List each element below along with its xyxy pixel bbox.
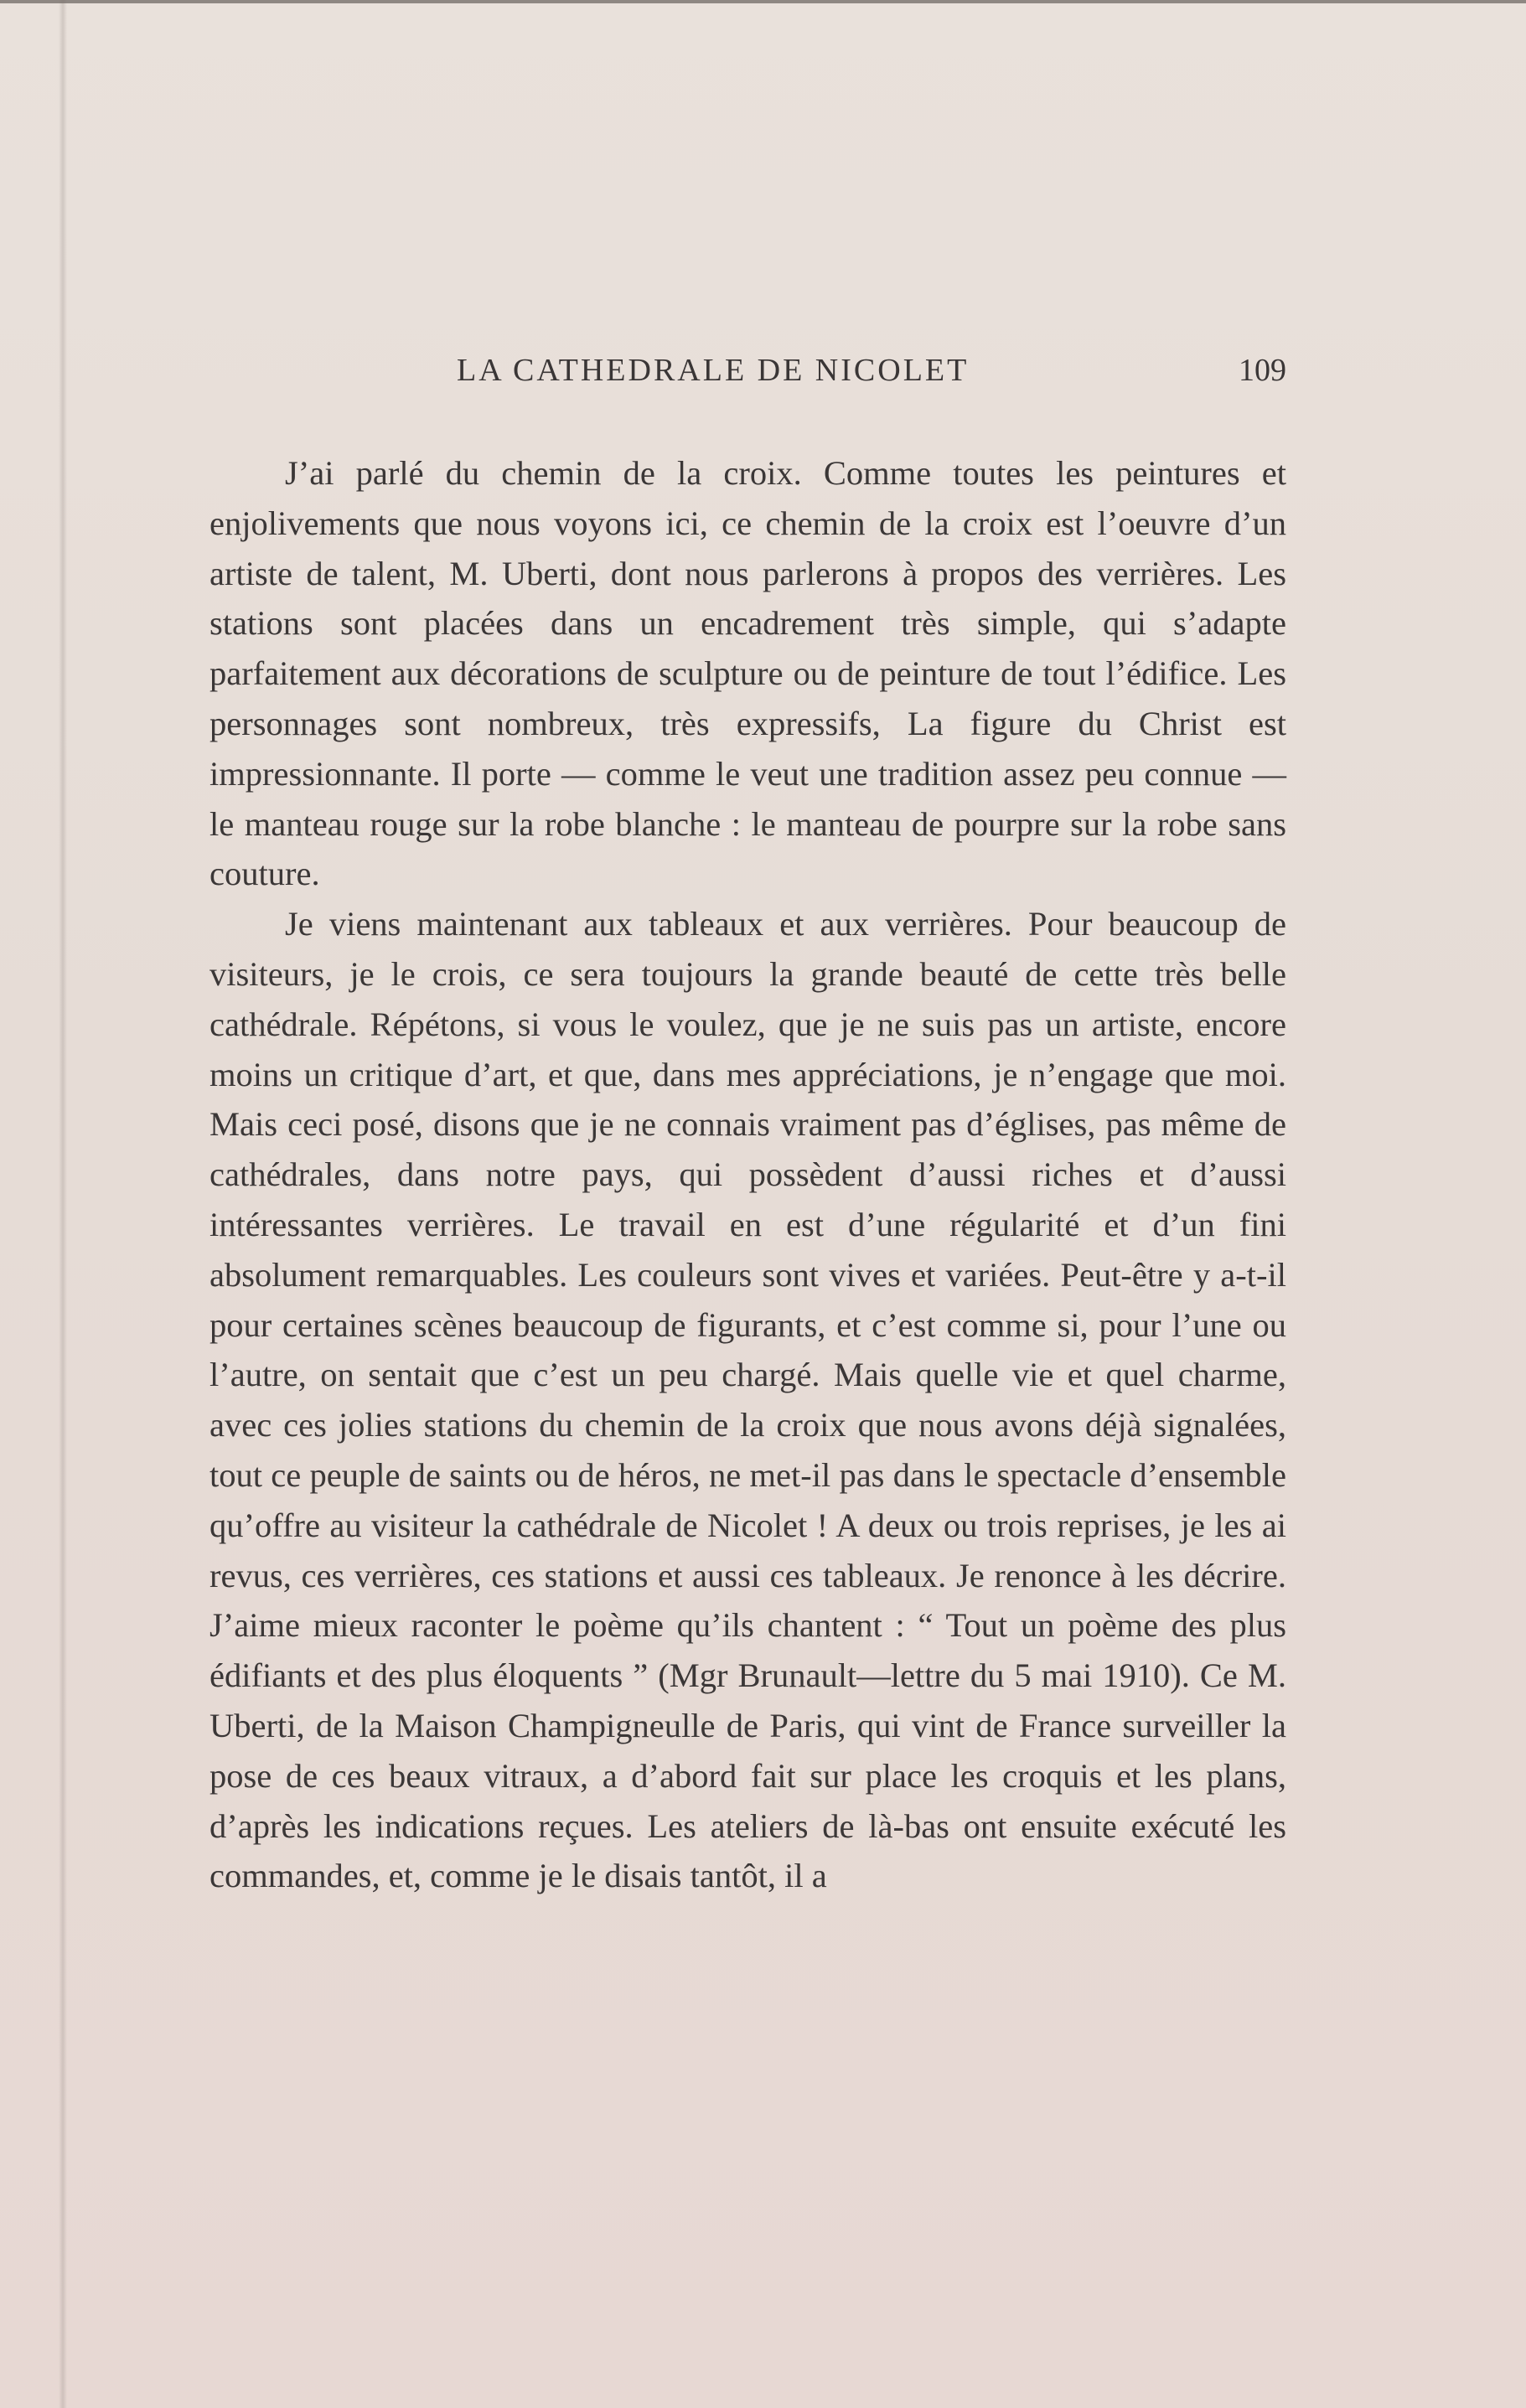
page-number: 109 [1239, 353, 1286, 388]
page-gutter-fold [59, 0, 67, 2408]
page-header [210, 352, 1286, 402]
paragraph-stations-of-the-cross: J’ai parlé du chemin de la croix. Comme toutes les peintures et enjolivements que nous voyons ici, ce chemin de la croix est l’oeuvre d’un artiste de talent, M. Uberti, dont nous parlerons à propos des verrières. Les stations sont placées dans un encadrement très simple, qui s’adapte parfaitement aux décorations de sculpture ou de peinture de tout l’édifice. Les personnages sont nombreux, très expressifs, La figure du Christ est impressionnante. Il porte — comme le veut une tradition assez peu connue — le manteau rouge sur la robe blanche : le manteau de pourpre sur la robe sans couture. [210, 454, 1286, 893]
body-text [210, 448, 1286, 1901]
running-title: LA CATHEDRALE DE NICOLET [457, 353, 970, 388]
page-top-edge [0, 0, 1526, 3]
paragraph-paintings-and-stained-glass: Je viens maintenant aux tableaux et aux verrières. Pour beaucoup de visiteurs, je le crois, ce sera toujours la grande beauté de cette très belle cathédrale. Répétons, si vous le voulez, que je ne suis pas un artiste, encore moins un critique d’art, et que, dans mes appréciations, je n’engage que moi. Mais ceci posé, disons que je ne connais vraiment pas d’églises, pas même de cathédrales, dans notre pays, qui possèdent d’aussi riches et d’aussi intéressantes verrières. Le travail en est d’une régularité et d’un fini absolument remarquables. Les couleurs sont vives et variées. Peut-être y a-t-il pour certaines scènes beaucoup de figurants, et c’est comme si, pour l’une ou l’autre, on sentait que c’est un peu chargé. Mais quelle vie et quel charme, avec ces jolies stations du chemin de la croix que nous avons déjà signalées, tout ce peuple de saints ou de héros, ne met-il pas dans le spectacle d’ensemble qu’offre au visiteur la cathédrale de Nicolet ! A deux ou trois reprises, je les ai revus, ces verrières, ces stations et aussi ces tableaux. Je renonce à les décrire. J’aime mieux raconter le poème qu’ils chantent : “ Tout un poème des plus édifiants et des plus éloquents ” (Mgr Brunault—lettre du 5 mai 1910). Ce M. Uberti, de la Maison Champigneulle de Paris, qui vint de France surveiller la pose de ces beaux vitraux, a d’abord fait sur place les croquis et les plans, d’après les indications reçues. Les ateliers de là-bas ont ensuite exécuté les commandes, et, comme je le disais tantôt, il a [210, 905, 1286, 1895]
